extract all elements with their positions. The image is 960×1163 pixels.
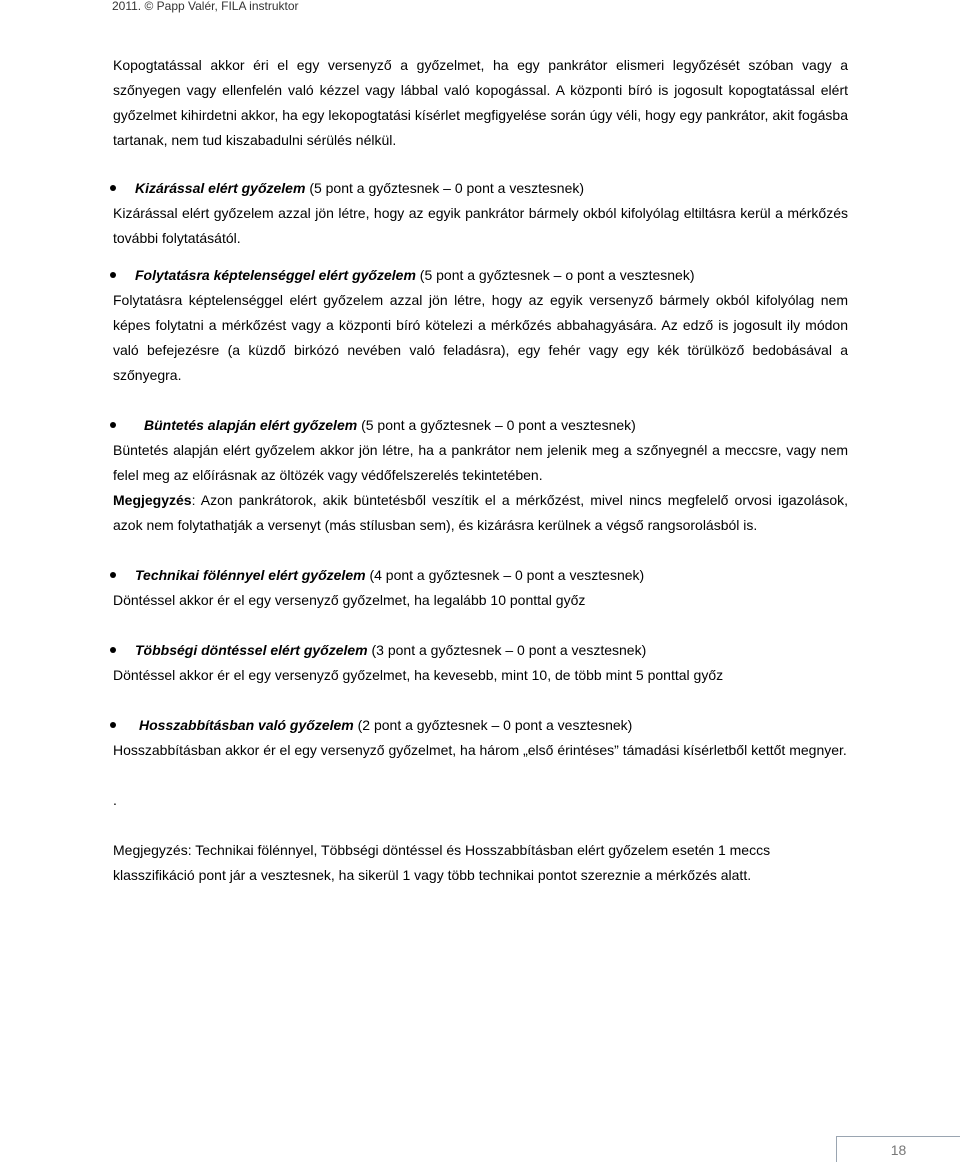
section-points: (5 pont a győztesnek – o pont a vesztesnek) [419, 267, 695, 283]
final-note: Megjegyzés: Technikai fölénnyel, Többségi döntéssel és Hosszabbításban elért győzelem esetén 1 meccs klasszifikáció pont jár a vesztesnek, ha sikerül 1 vagy több technikai pontot szereznie a mérkőzés alatt. [113, 842, 771, 883]
section-title: Büntetés alapján elért győzelem [144, 417, 358, 433]
section-points: (3 pont a győztesnek – 0 pont a vesztesnek) [371, 642, 647, 658]
section-heading-overtime [113, 713, 848, 738]
section-body: Kizárással elért győzelem azzal jön létre, hogy az egyik pankrátor bármely okból kifolyólag eltiltásra kerül a mérkőzés további folytatásától. [113, 205, 848, 246]
section-heading-disqualification [113, 176, 848, 201]
section-body: Döntéssel akkor ér el egy versenyző győzelmet, ha legalább 10 ponttal győz [113, 592, 586, 608]
section-heading-penalty [113, 413, 848, 438]
stray-dot: . [113, 792, 117, 808]
note-text: : Azon pankrátorok, akik büntetésből veszítik el a mérkőzést, mivel nincs megfelelő orvosi igazolások, azok nem folytathatják a versenyt (más stílusban sem), és kizárásra kerülnek a végső rangsorolásból is. [113, 492, 848, 533]
section-note [113, 488, 848, 538]
section-points: (5 pont a győztesnek – 0 pont a vesztesnek) [309, 180, 585, 196]
section-body: Büntetés alapján elért győzelem akkor jön létre, ha a pankrátor nem jelenik meg a szőnyegnél a meccsre, vagy nem felel meg az előírásnak az öltözék vagy védőfelszerelés tekintetében. [113, 442, 848, 483]
section-points: (2 pont a győztesnek – 0 pont a vesztesnek) [357, 717, 633, 733]
page-number: 18 [890, 1142, 907, 1158]
page-number-box [836, 1136, 960, 1162]
section-title: Folytatásra képtelenséggel elért győzelem [135, 267, 416, 283]
section-body: Folytatásra képtelenséggel elért győzelem azzal jön létre, hogy az egyik versenyző bármely okból kifolyólag nem képes folytatni a mérkőzést vagy a központi bíró kötelezi a mérkőzés abbahagyására. Az edző is jogosult ily módon való befejezésre (a küzdő birkózó nevében való feladásra), egy fehér vagy egy kék törülköző bedobásával a szőnyegra. [113, 292, 848, 383]
intro-line-1: Kopogtatással akkor éri el egy versenyző a győzelmet, ha egy pankrátor elismeri legyőzését szóban vagy a szőnyegen vagy ellenfelén való kézzel vagy lábbal való kopogással. [113, 57, 848, 98]
note-label: Megjegyzés [113, 492, 192, 508]
document-body [113, 53, 848, 888]
intro-paragraph [113, 53, 848, 153]
section-heading-majority-decision [113, 638, 848, 663]
section-title: Kizárással elért győzelem [135, 180, 306, 196]
section-title: Többségi döntéssel elért győzelem [135, 642, 368, 658]
bullet-icon [110, 422, 116, 428]
section-points: (5 pont a győztesnek – 0 pont a vesztesnek) [361, 417, 636, 433]
bullet-icon [110, 185, 116, 191]
bullet-icon [110, 722, 116, 728]
bullet-icon [110, 572, 116, 578]
section-body: Hosszabbításban akkor ér el egy versenyző győzelmet, ha három „első érintéses” támadási kísérletből kettőt megnyer. [113, 742, 847, 758]
section-points: (4 pont a győztesnek – 0 pont a vesztesnek) [369, 567, 645, 583]
page-header: 2011. © Papp Valér, FILA instruktor [112, 0, 299, 13]
bullet-icon [110, 272, 116, 278]
section-title: Hosszabbításban való győzelem [139, 717, 354, 733]
intro-line-2: A központi bíró is jogosult kopogtatással elért győzelmet kihirdetni akkor, ha egy lekopogtatási kísérlet megfigyelése során úgy véli, hogy egy pankrátor, akit fogásba tartanak, nem tud kiszabadulni sérülés nélkül. [113, 82, 849, 148]
section-body: Döntéssel akkor ér el egy versenyző győzelmet, ha kevesebb, mint 10, de több mint 5 ponttal győz [113, 667, 724, 683]
section-heading-technical-superiority [113, 563, 848, 588]
section-title: Technikai fölénnyel elért győzelem [135, 567, 366, 583]
section-heading-incapacity [113, 263, 848, 288]
bullet-icon [110, 647, 116, 653]
